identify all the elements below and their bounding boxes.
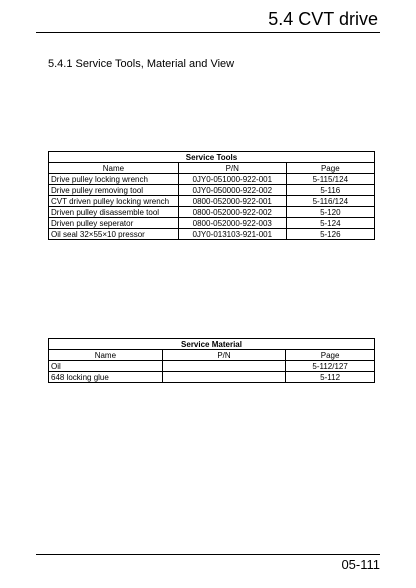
material-pn — [162, 361, 285, 372]
tool-name: CVT driven pulley locking wrench — [49, 196, 179, 207]
table-row — [49, 372, 375, 383]
page-header-title: 5.4 CVT drive — [268, 9, 378, 29]
table-row — [49, 229, 375, 240]
tool-name: Oil seal 32×55×10 pressor — [49, 229, 179, 240]
tool-pn: 0800-052000-922-002 — [178, 207, 286, 218]
tool-pn: 0800-052000-922-001 — [178, 196, 286, 207]
column-header-pn: P/N — [178, 163, 286, 174]
table-caption-row — [49, 152, 375, 163]
tool-pn: 0JY0-050000-922-002 — [178, 185, 286, 196]
service-material-table — [48, 338, 375, 383]
table-row — [49, 207, 375, 218]
tool-name: Driven pulley seperator — [49, 218, 179, 229]
material-page: 5-112 — [286, 372, 375, 383]
footer-rule — [36, 554, 380, 555]
tool-page: 5-120 — [286, 207, 374, 218]
column-header-page: Page — [286, 350, 375, 361]
table-row — [49, 196, 375, 207]
tool-name: Drive pulley locking wrench — [49, 174, 179, 185]
material-page: 5-112/127 — [286, 361, 375, 372]
tool-page: 5-124 — [286, 218, 374, 229]
tool-name: Driven pulley disassemble tool — [49, 207, 179, 218]
tool-page: 5-116 — [286, 185, 374, 196]
tool-name: Drive pulley removing tool — [49, 185, 179, 196]
tool-page: 5-126 — [286, 229, 374, 240]
header-rule — [36, 32, 380, 33]
table-row — [49, 218, 375, 229]
service-material-caption: Service Material — [49, 339, 375, 350]
service-tools-table — [48, 151, 375, 240]
tool-page: 5-116/124 — [286, 196, 374, 207]
table-row — [49, 185, 375, 196]
page-number: 05-111 — [341, 557, 380, 572]
tool-page: 5-115/124 — [286, 174, 374, 185]
material-pn — [162, 372, 285, 383]
column-header-name: Name — [49, 163, 179, 174]
section-heading: 5.4.1 Service Tools, Material and View — [48, 58, 235, 70]
material-name: Oil — [49, 361, 163, 372]
tool-pn: 0JY0-051000-922-001 — [178, 174, 286, 185]
table-row — [49, 174, 375, 185]
tool-pn: 0JY0-013103-921-001 — [178, 229, 286, 240]
column-header-page: Page — [286, 163, 374, 174]
table-caption-row — [49, 339, 375, 350]
table-header-row — [49, 163, 375, 174]
tool-pn: 0800-052000-922-003 — [178, 218, 286, 229]
table-row — [49, 361, 375, 372]
column-header-pn: P/N — [162, 350, 285, 361]
table-header-row — [49, 350, 375, 361]
service-tools-caption: Service Tools — [49, 152, 375, 163]
material-name: 648 locking glue — [49, 372, 163, 383]
column-header-name: Name — [49, 350, 163, 361]
